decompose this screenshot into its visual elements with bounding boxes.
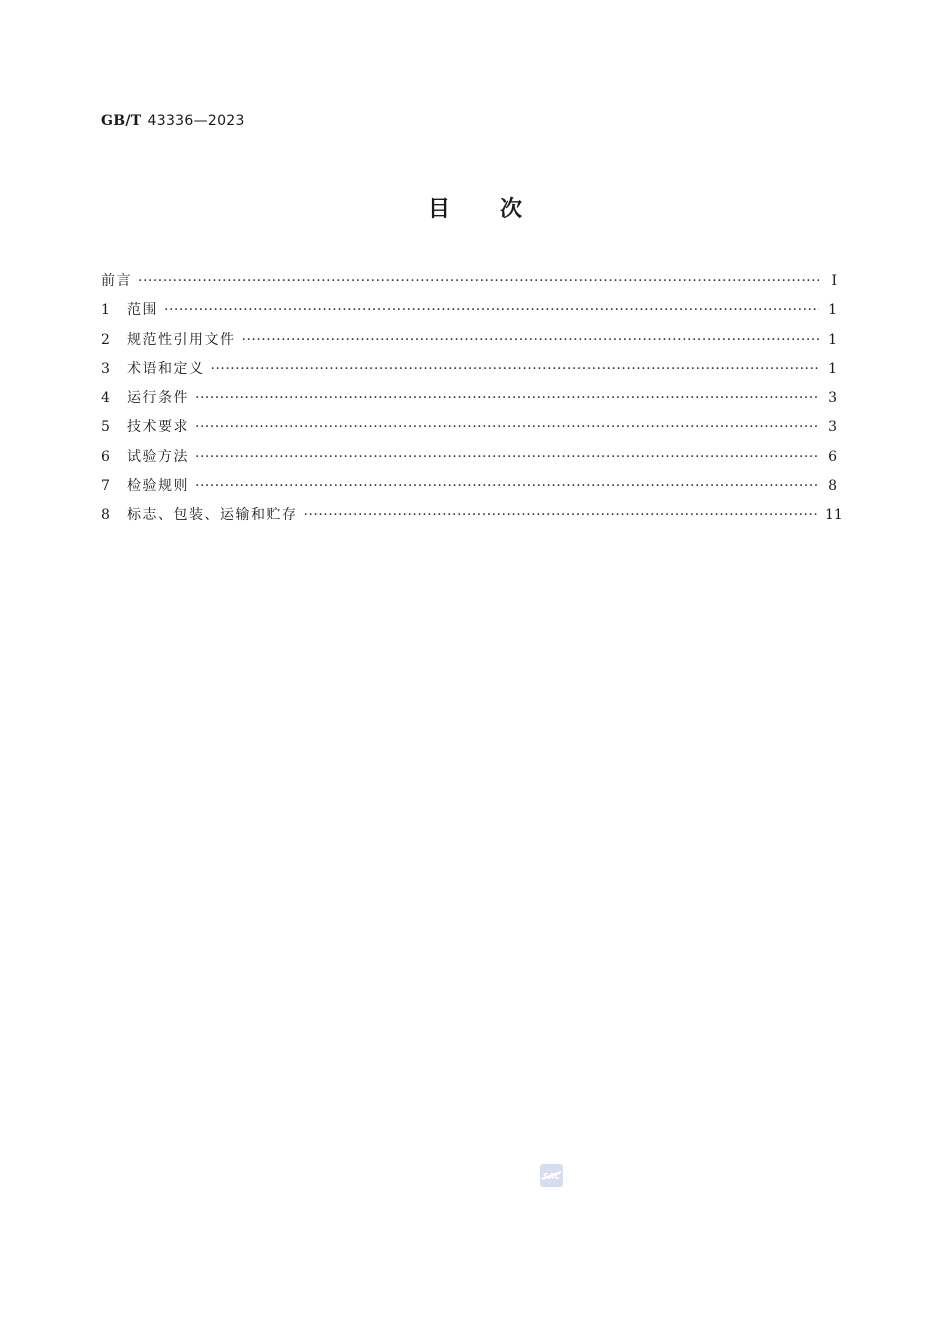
toc-entry-label: 前言 [101, 273, 132, 289]
toc-leader-dots [242, 332, 820, 348]
toc-entry-2[interactable] [101, 329, 837, 358]
toc-leader-dots [164, 302, 819, 318]
toc-leader-dots [195, 419, 819, 435]
toc-entry-8[interactable] [101, 504, 843, 533]
toc-entry-number: 8 [101, 507, 110, 524]
toc-entry-page: 3 [828, 390, 837, 407]
toc-entry-number: 1 [101, 302, 110, 319]
page-title: 目次 [427, 197, 572, 222]
standard-number: 43336—2023 [147, 113, 245, 129]
toc-entry-7[interactable] [101, 475, 837, 504]
toc-entry-page: 1 [828, 331, 837, 348]
toc-entry-4[interactable] [101, 387, 837, 416]
toc-entry-label: 试验方法 [127, 448, 189, 465]
toc-leader-dots [138, 273, 819, 289]
toc-entry-number: 7 [101, 478, 110, 495]
svg-text:SAC: SAC [542, 1172, 561, 1181]
table-of-contents [101, 270, 843, 534]
toc-entry-number: 5 [101, 419, 110, 436]
sac-logo-icon [539, 1163, 564, 1188]
standard-prefix: GB/T [101, 113, 142, 129]
toc-entry-page: 8 [828, 478, 837, 495]
toc-entry-page: 11 [825, 507, 843, 524]
toc-leader-dots [195, 449, 819, 465]
toc-entry-page: Ⅰ [831, 273, 837, 289]
toc-entry-label: 标志、包装、运输和贮存 [127, 507, 298, 524]
toc-entry-1[interactable] [101, 299, 837, 328]
toc-entry-label: 运行条件 [127, 390, 189, 407]
toc-entry-number: 2 [101, 331, 110, 348]
toc-entry-label: 检验规则 [127, 478, 189, 495]
toc-entry-label: 范围 [127, 302, 158, 319]
toc-leader-dots [195, 390, 819, 406]
toc-leader-dots [211, 361, 820, 377]
toc-leader-dots [304, 507, 820, 523]
toc-entry-6[interactable] [101, 446, 837, 475]
toc-entry-page: 1 [828, 302, 837, 319]
standard-code [101, 113, 245, 129]
toc-entry-foreword[interactable] [101, 270, 837, 299]
toc-entry-label: 技术要求 [127, 419, 189, 436]
toc-entry-number: 3 [101, 360, 110, 377]
toc-entry-page: 6 [828, 448, 837, 465]
toc-entry-label: 规范性引用文件 [127, 331, 236, 348]
toc-entry-number: 4 [101, 390, 110, 407]
toc-entry-number: 6 [101, 448, 110, 465]
toc-entry-5[interactable] [101, 416, 837, 445]
toc-entry-3[interactable] [101, 358, 837, 387]
toc-entry-page: 1 [828, 360, 837, 377]
toc-entry-label: 术语和定义 [127, 360, 205, 377]
toc-leader-dots [195, 478, 819, 494]
toc-entry-page: 3 [828, 419, 837, 436]
